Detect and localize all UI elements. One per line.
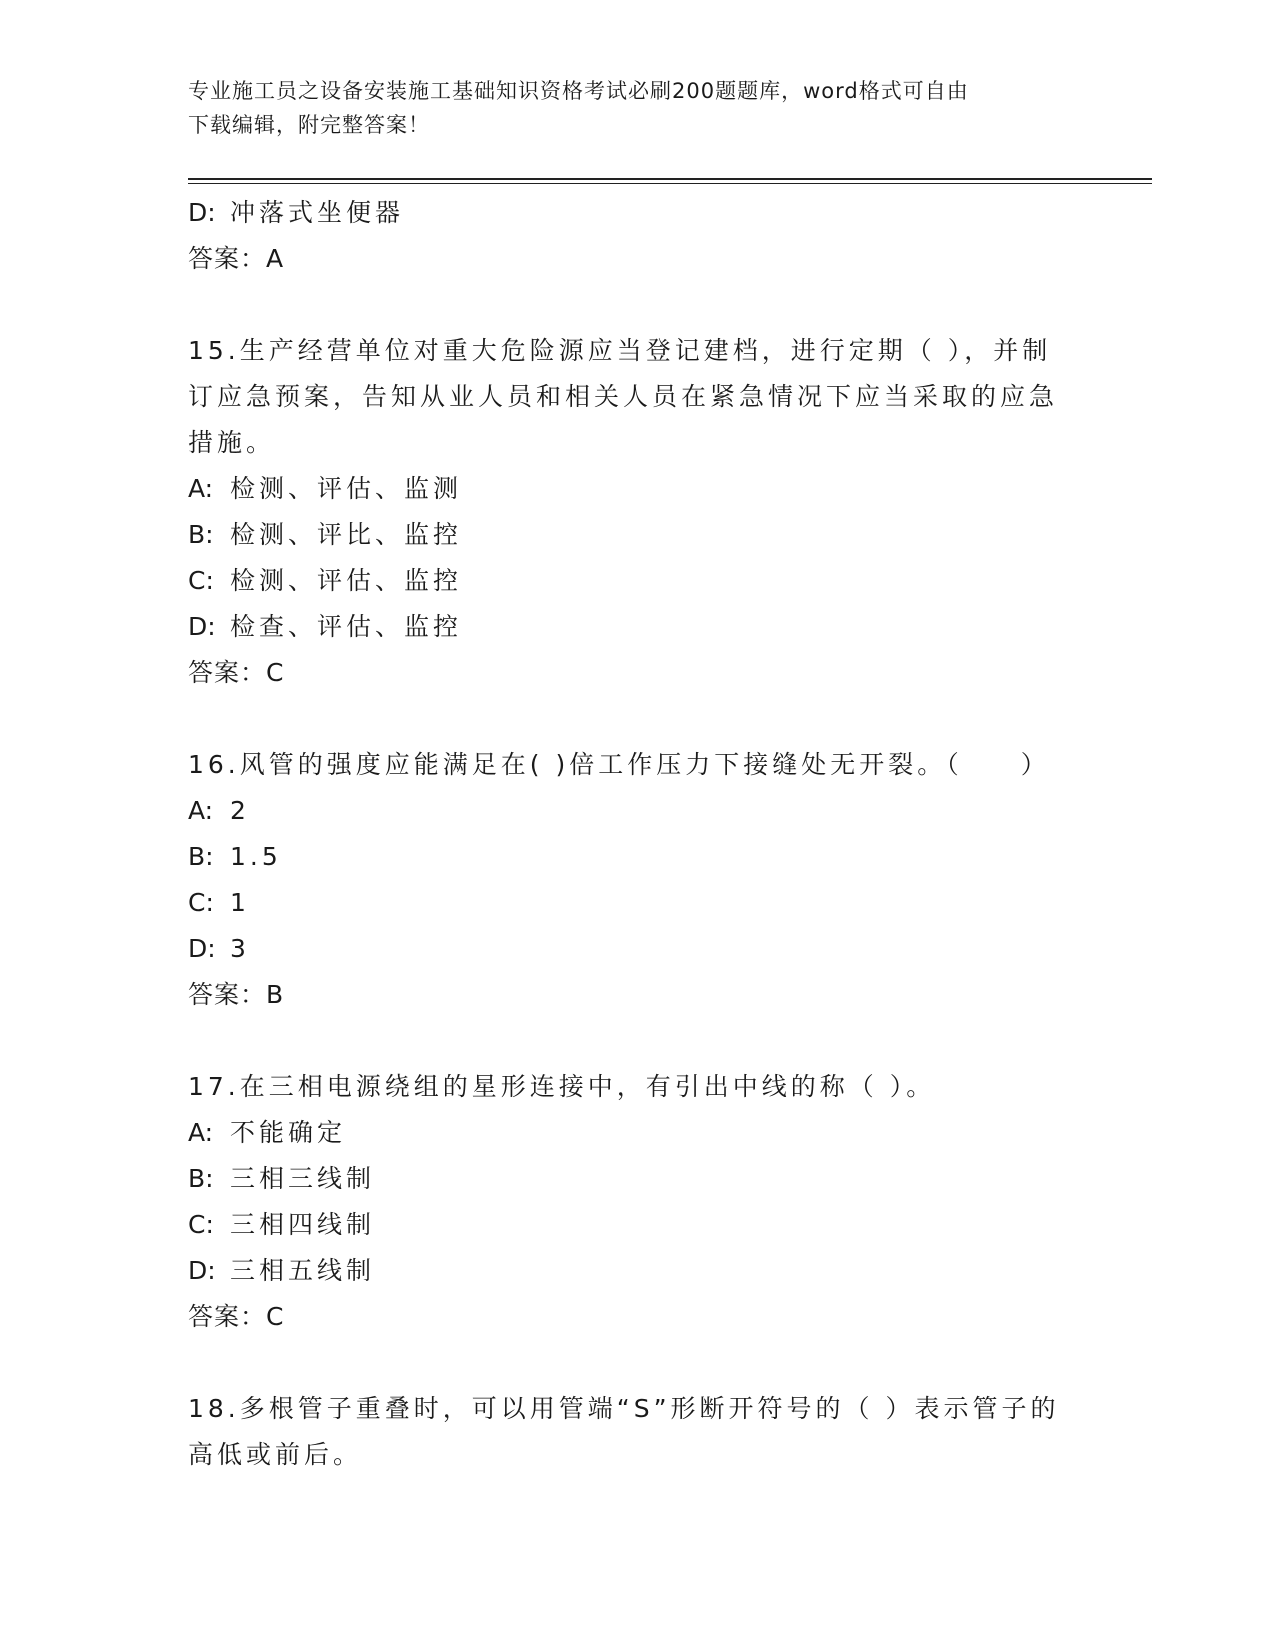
option-a bbox=[188, 1110, 1088, 1156]
option-text: 不能确定 bbox=[230, 1118, 347, 1147]
question-content bbox=[188, 190, 1088, 1478]
option-c bbox=[188, 880, 1088, 926]
spacer bbox=[188, 282, 1088, 328]
option-letter: D: bbox=[188, 198, 216, 227]
option-letter: D: bbox=[188, 934, 216, 963]
option-c bbox=[188, 1202, 1088, 1248]
header-rule-thick bbox=[188, 178, 1152, 180]
option-text: 1.5 bbox=[230, 842, 282, 871]
answer-line: 答案：A bbox=[188, 244, 285, 273]
answer-line: 答案：B bbox=[188, 980, 285, 1009]
option-letter: D: bbox=[188, 1256, 216, 1285]
option-d bbox=[188, 1248, 1088, 1294]
question-text-line: 15.生产经营单位对重大危险源应当登记建档，进行定期（ ），并制 bbox=[188, 336, 1052, 365]
option-a bbox=[188, 788, 1088, 834]
question-18 bbox=[188, 1386, 1088, 1478]
option-b bbox=[188, 1156, 1088, 1202]
option-text: 冲落式坐便器 bbox=[230, 198, 405, 227]
option-letter: A: bbox=[188, 1118, 214, 1147]
spacer bbox=[188, 1340, 1088, 1386]
document-header bbox=[188, 74, 1088, 142]
question-text-line: 措施。 bbox=[188, 428, 276, 457]
option-b bbox=[188, 512, 1088, 558]
option-letter: B: bbox=[188, 1164, 214, 1193]
option-d bbox=[188, 190, 1088, 236]
question-17 bbox=[188, 1064, 1088, 1340]
option-text: 2 bbox=[230, 796, 250, 825]
option-text: 三相三线制 bbox=[230, 1164, 376, 1193]
option-text: 检测、评比、监控 bbox=[230, 520, 463, 549]
option-letter: C: bbox=[188, 1210, 214, 1239]
option-letter: D: bbox=[188, 612, 216, 641]
answer-line: 答案：C bbox=[188, 658, 285, 687]
option-c bbox=[188, 558, 1088, 604]
option-b bbox=[188, 834, 1088, 880]
spacer bbox=[188, 1018, 1088, 1064]
question-text-line: 16.风管的强度应能满足在( )倍工作压力下接缝处无开裂。（ ） bbox=[188, 750, 1050, 779]
option-text: 3 bbox=[230, 934, 250, 963]
question-text-line: 高低或前后。 bbox=[188, 1440, 363, 1469]
question-text-line: 订应急预案，告知从业人员和相关人员在紧急情况下应当采取的应急 bbox=[188, 382, 1059, 411]
option-letter: B: bbox=[188, 520, 214, 549]
header-title-line-1: 专业施工员之设备安装施工基础知识资格考试必刷200题题库，word格式可自由 bbox=[188, 79, 969, 103]
option-d bbox=[188, 926, 1088, 972]
option-letter: A: bbox=[188, 474, 214, 503]
option-text: 检测、评估、监控 bbox=[230, 566, 463, 595]
question-15 bbox=[188, 328, 1088, 696]
question-text-line: 18.多根管子重叠时，可以用管端“S”形断开符号的（ ）表示管子的 bbox=[188, 1394, 1060, 1423]
option-letter: A: bbox=[188, 796, 214, 825]
option-text: 检查、评估、监控 bbox=[230, 612, 463, 641]
header-title-line-2: 下载编辑，附完整答案！ bbox=[188, 113, 430, 137]
option-letter: B: bbox=[188, 842, 214, 871]
option-text: 检测、评估、监测 bbox=[230, 474, 463, 503]
answer-line: 答案：C bbox=[188, 1302, 285, 1331]
header-rule-thin bbox=[188, 183, 1152, 184]
option-letter: C: bbox=[188, 888, 214, 917]
option-text: 1 bbox=[230, 888, 250, 917]
option-letter: C: bbox=[188, 566, 214, 595]
spacer bbox=[188, 696, 1088, 742]
option-d bbox=[188, 604, 1088, 650]
option-a bbox=[188, 466, 1088, 512]
question-16 bbox=[188, 742, 1088, 1018]
option-text: 三相四线制 bbox=[230, 1210, 376, 1239]
question-text-line: 17.在三相电源绕组的星形连接中，有引出中线的称（ ）。 bbox=[188, 1072, 936, 1101]
option-text: 三相五线制 bbox=[230, 1256, 376, 1285]
